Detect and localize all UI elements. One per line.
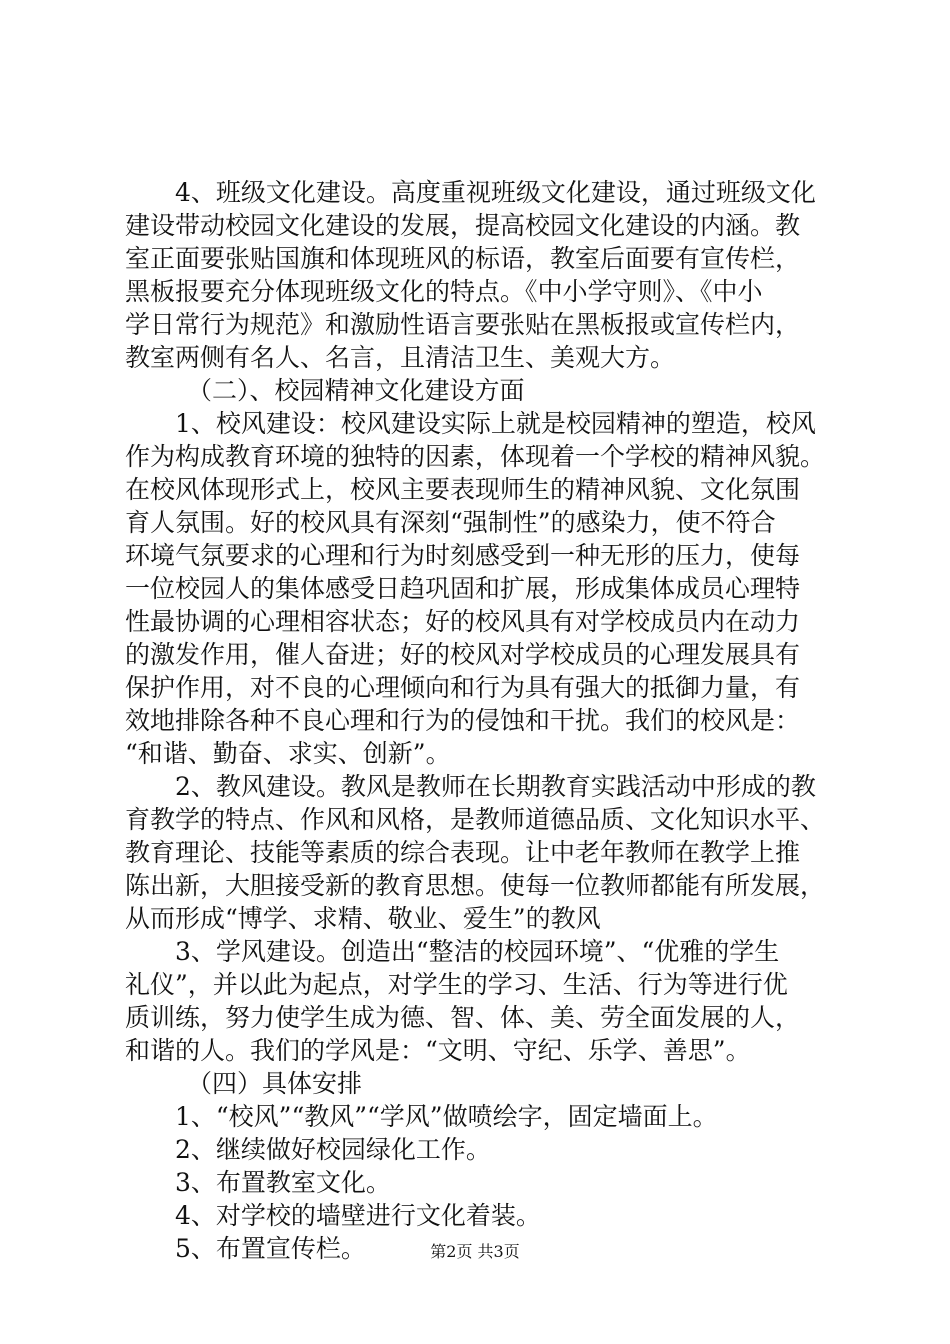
paragraph-line: 黑板报要充分体现班级文化的特点。《中小学守则》、《中小 xyxy=(125,277,763,306)
paragraph-line: 作为构成教育环境的独特的因素，体现着一个学校的精神风貌。 xyxy=(125,442,826,471)
paragraph-line: 的激发作用，催人奋进；好的校风对学校成员的心理发展具有 xyxy=(125,640,801,669)
paragraph-line: 4、班级文化建设。高度重视班级文化建设，通过班级文化 xyxy=(175,178,816,207)
paragraph-line: 育教学的特点、作风和风格，是教师道德品质、文化知识水平、 xyxy=(125,805,826,834)
paragraph-line: 室正面要张贴国旗和体现班风的标语，教室后面要有宣传栏， xyxy=(125,244,801,273)
paragraph-line: 陈出新，大胆接受新的教育思想。使每一位教师都能有所发展， xyxy=(125,871,826,900)
paragraph-line: 2、教风建设。教风是教师在长期教育实践活动中形成的教 xyxy=(175,772,816,801)
paragraph-line: 一位校园人的集体感受日趋巩固和扩展，形成集体成员心理特 xyxy=(125,574,801,603)
paragraph-line: 从而形成“博学、求精、敬业、爱生”的教风 xyxy=(125,904,601,933)
document-body xyxy=(125,176,835,1265)
paragraph-line: 性最协调的心理相容状态；好的校风具有对学校成员内在动力 xyxy=(125,607,801,636)
page-footer: 第2页 共3页 xyxy=(430,1242,520,1261)
paragraph-line: 4、对学校的墙壁进行文化着装。 xyxy=(175,1201,541,1230)
paragraph-line: “和谐、勤奋、求实、创新”。 xyxy=(125,739,451,768)
paragraph-line: 教室两侧有名人、名言，且清洁卫生、美观大方。 xyxy=(125,343,676,372)
paragraph-line: 3、布置教室文化。 xyxy=(175,1168,391,1197)
paragraph-line: 礼仪”，并以此为起点，对学生的学习、生活、行为等进行优 xyxy=(125,970,788,999)
paragraph-line: 1、“校风”“教风”“学风”做喷绘字，固定墙面上。 xyxy=(175,1102,718,1131)
paragraph-line: 3、学风建设。创造出“整洁的校园环境”、“优雅的学生 xyxy=(175,937,780,966)
paragraph-line: 学日常行为规范》和激励性语言要张贴在黑板报或宣传栏内， xyxy=(125,310,801,339)
paragraph-line: 质训练，努力使学生成为德、智、体、美、劳全面发展的人， xyxy=(125,1003,801,1032)
section-heading: （二）、校园精神文化建设方面 xyxy=(187,376,525,405)
paragraph-line: 保护作用，对不良的心理倾向和行为具有强大的抵御力量，有 xyxy=(125,673,801,702)
paragraph-line: 环境气氛要求的心理和行为时刻感受到一种无形的压力，使每 xyxy=(125,541,801,570)
paragraph-line: 在校风体现形式上，校风主要表现师生的精神风貌、文化氛围 xyxy=(125,475,801,504)
paragraph-line: 育人氛围。好的校风具有深刻“强制性”的感染力，使不符合 xyxy=(125,508,776,537)
paragraph-line: 5、布置宣传栏。 xyxy=(175,1234,366,1263)
paragraph-line: 建设带动校园文化建设的发展，提高校园文化建设的内涵。教 xyxy=(125,211,801,240)
paragraph-line: 1、校风建设：校风建设实际上就是校园精神的塑造，校风 xyxy=(175,409,816,438)
paragraph-line: 和谐的人。我们的学风是：“文明、守纪、乐学、善思”。 xyxy=(125,1036,751,1065)
paragraph-line: 效地排除各种不良心理和行为的侵蚀和干扰。我们的校风是： xyxy=(125,706,801,735)
paragraph-line: 教育理论、技能等素质的综合表现。让中老年教师在教学上推 xyxy=(125,838,801,867)
section-heading: （四）具体安排 xyxy=(187,1069,363,1098)
paragraph-line: 2、继续做好校园绿化工作。 xyxy=(175,1135,491,1164)
